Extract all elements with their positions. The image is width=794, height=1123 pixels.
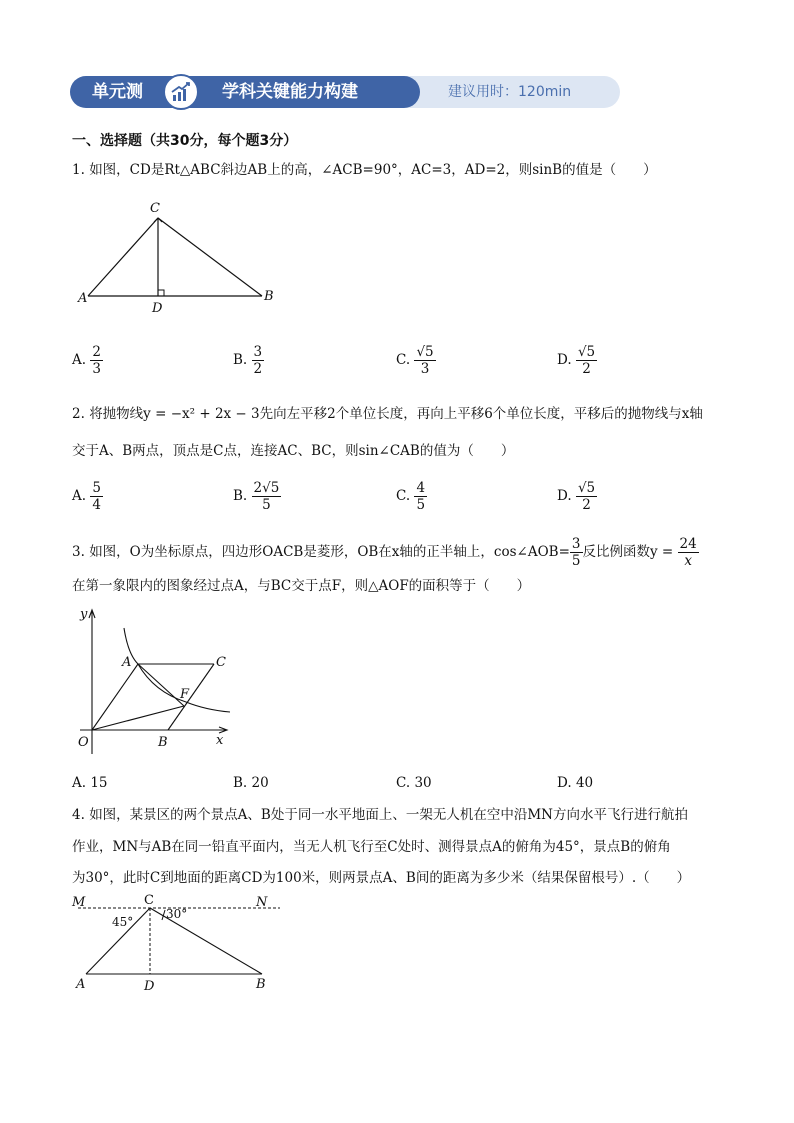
q3-choice-a: A. 15 [72,775,108,791]
q1-choice-c: C. $\frac{√5}{3}$ [396,344,434,377]
q4-line3: 为30°，此时C到地面的距离CD为100米，则两景点A、B间的距离为多少米（结果保留根号）.（ ） [72,870,691,886]
chart-growth-icon [163,74,199,110]
section-title: 一、选择题（共30分，每个题3分） [72,133,298,149]
header-title: 学科关键能力构建 [222,82,358,102]
q1-number: 1. [72,162,85,178]
q2-line2: 交于A、B两点，顶点是C点，连接AC、BC，则sin∠CAB的值为（ ） [72,443,515,459]
angle-45: 45° [112,915,134,929]
q1-choice-a: A. $\frac{2}{3}$ [72,344,101,377]
q2-line1: 2. 将抛物线y = −x² + 2x − 3先向左平移2个单位长度，再向上平移6个单位长度，平移后的抛物线与x轴 [72,406,703,422]
label-c: C [144,894,154,908]
right-angle-d [158,290,164,296]
q2-choice-d: D. $\frac{√5}{2}$ [557,480,596,513]
q2-choice-c: C. $\frac{4}{5}$ [396,480,426,513]
q4-figure [70,894,290,994]
label-o: O [78,735,89,750]
q3-choice-c: C. 30 [396,775,432,791]
label-d: D [152,301,163,316]
label-m: M [72,895,86,910]
q2-choice-b: B. $\frac{2√5}{5}$ [233,480,280,513]
q3-figure [70,604,240,754]
label-c: C [216,655,226,670]
label-y: y [80,607,88,622]
label-b: B [256,977,266,992]
q3-choice-b: B. 20 [233,775,269,791]
label-a: A [122,655,132,670]
unit-label: 单元测 [92,82,143,102]
q1-stem: 如图，CD是Rt△ABC斜边AB上的高，∠ACB=90°，AC=3，AD=2，则sinB的值是（ ） [89,162,657,178]
q3-choice-d: D. 40 [557,775,594,791]
segment-ac [88,218,158,296]
q4-line1: 4. 如图，某景区的两个景点A、B处于同一水平地面上、一架无人机在空中沿MN方向水平飞行进行航拍 [72,807,688,823]
q4-number: 4. [72,807,85,823]
angle-30: 30° [166,907,188,921]
q2-choice-a: A. $\frac{5}{4}$ [72,480,101,513]
q1-text [72,160,657,180]
q2-number: 2. [72,406,85,422]
label-b: B [264,289,274,304]
q1-choice-b: B. $\frac{3}{2}$ [233,344,263,377]
label-f: F [180,687,190,702]
label-a: A [76,977,86,992]
segment-af [138,664,184,706]
label-c: C [150,201,160,216]
label-d: D [144,979,155,994]
q3-line1: 3. 如图，O为坐标原点，四边形OACB是菱形，OB在x轴的正半轴上，cos∠AOB= $\frac{3}{5}$ 反比例函数y = $\frac{24}{x}$ [72,536,697,569]
suggested-time: 建议用时：120min [448,84,572,100]
q1-choice-d: D. $\frac{√5}{2}$ [557,344,596,377]
q3-line2: 在第一象限内的图象经过点A，与BC交于点F，则△AOF的面积等于（ ） [72,578,531,594]
q1-figure [70,198,290,318]
segment-cb [158,218,262,296]
q3-number: 3. [72,544,85,560]
label-x: x [216,733,224,748]
label-n: N [256,895,268,910]
q4-line2: 作业，MN与AB在同一铅直平面内，当无人机飞行至C处时、测得景点A的俯角为45°，景点B的俯角 [72,839,671,855]
label-a: A [78,291,88,306]
label-b: B [158,735,168,750]
